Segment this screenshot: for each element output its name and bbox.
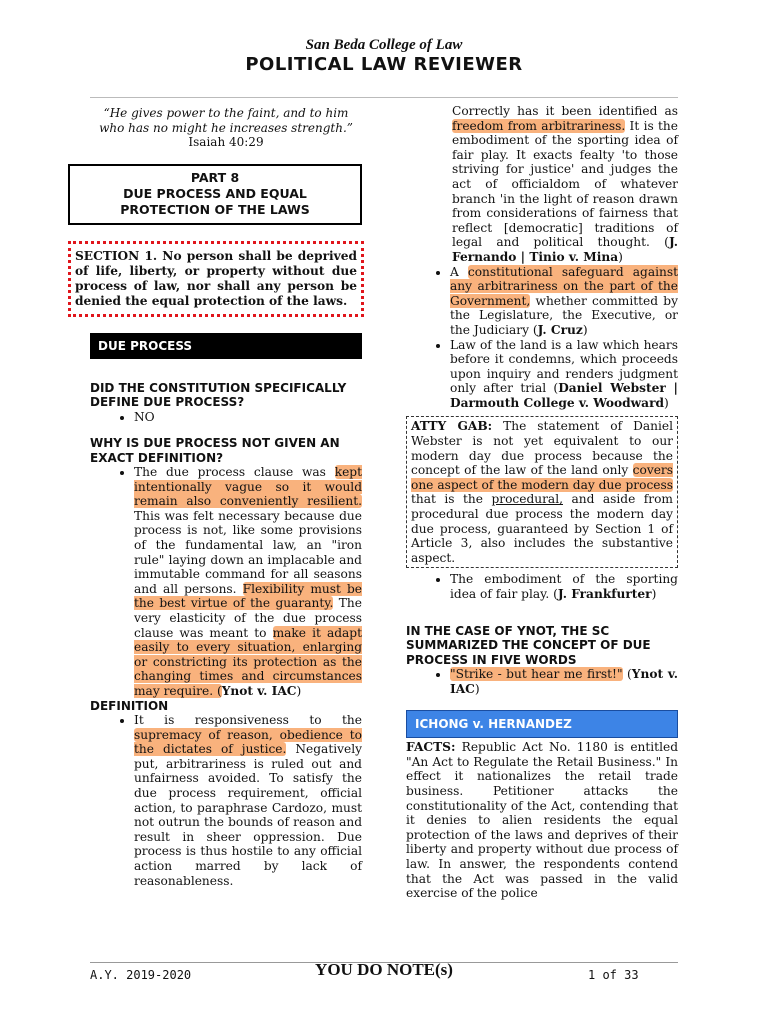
page-number: 1 of 33 — [588, 968, 639, 982]
part-heading-box — [68, 164, 362, 225]
part-title-line-1: DUE PROCESS AND EQUAL — [123, 185, 307, 201]
due-process-bar: DUE PROCESS — [90, 333, 362, 359]
bullet-law-close: ) — [664, 395, 669, 410]
ynot-list — [406, 667, 678, 696]
facts-text: Republic Act No. 1180 is entitled "An Act to Regulate the Retail Business." In effect it nationalizes the retail trade business. Petitioner attacks the constitutionality of the Act, contending that it denies to alien residents the equal protection of the laws and deprives of their liberty and property without due process of law. In answer, the respondents contend that the Act was passed in the valid exercise of the police — [406, 740, 678, 901]
bullet-law-text: Law of the land is a law which hears before it condemns, which proceeds upon inquiry and renders judgment only after trial ( — [450, 337, 678, 396]
citation-frankfurter: J. Frankfurter — [557, 587, 652, 601]
right-column — [406, 104, 678, 901]
atty-text-3: and aside from procedural due process the modern day due process, guaranteed by Section 1 of Article 3, also includes the substantive aspect. — [411, 492, 673, 565]
frankfurter-list — [406, 572, 678, 601]
header-divider — [90, 97, 678, 98]
bullet-safeguard-post: whether committed by the Legislature, the Executive, or the Judiciary ( — [450, 293, 678, 337]
answer-list — [90, 410, 362, 425]
bullet-strike — [450, 667, 678, 696]
bullet-frankfurter — [450, 572, 678, 601]
highlight-supremacy: supremacy of reason, obedience to the dictates of justice. — [134, 727, 362, 757]
fairness-paragraph — [406, 104, 678, 265]
atty-text-1: The statement of Daniel Webster is not yet equivalent to our modern day due process because the concept of the law of the land only — [411, 419, 673, 478]
fairness-close: ) — [618, 249, 623, 264]
why-item — [134, 465, 362, 699]
question-why: WHY IS DUE PROCESS NOT GIVEN AN EXACT DEFINITION? — [90, 436, 340, 465]
highlight-adapt: make it adapt easily to every situation, enlarging or constricting its protection as the changing times and circumstances may require. ( — [134, 625, 362, 698]
definitions-list — [406, 265, 678, 411]
footer-tagline: YOU DO NOTE(s) — [315, 960, 453, 979]
highlight-freedom: freedom from arbitrariness. — [452, 118, 626, 133]
part-number: PART 8 — [190, 169, 240, 185]
quote-source: Isaiah 40:29 — [188, 135, 264, 149]
section-1-box: SECTION 1. No person shall be deprived of life, liberty, or property without due process of law, nor shall any person be denied the equal protection of the laws. — [68, 241, 364, 317]
atty-label: ATTY GAB: — [411, 419, 493, 434]
reviewer-title: POLITICAL LAW REVIEWER — [245, 54, 523, 75]
bullet-law-of-land — [450, 338, 678, 411]
bullet-frankfurter-text: The embodiment of the sporting idea of fair play. ( — [450, 572, 678, 601]
facts-label: FACTS: — [406, 740, 456, 755]
highlight-kept-vague: kept intentionally vague so it would remain also conveniently resilient. — [134, 465, 362, 509]
ynot-open: ( — [622, 667, 632, 682]
question-define: DID THE CONSTITUTION SPECIFICALLY DEFINE DUE PROCESS? — [90, 380, 347, 409]
why-close: ) — [296, 684, 302, 698]
highlight-flexibility: Flexibility must be the best virtue of the guaranty. — [134, 581, 362, 611]
why-text-2: This was felt necessary because due process is not, like some provisions of the fundamental law, an "iron rule" laying down an implacable and immutable command for all seasons and all persons. — [134, 508, 362, 596]
epigraph — [90, 106, 362, 150]
atty-gab-note — [406, 416, 678, 568]
citation-fernando: J. Fernando | Tinio v. Mina — [452, 235, 678, 264]
bullet-safeguard-pre: A — [450, 264, 468, 279]
why-text-1: The due process clause was — [134, 465, 335, 480]
ynot-question: IN THE CASE OF YNOT, THE SC SUMMARIZED THE CONCEPT OF DUE PROCESS IN FIVE WORDS — [406, 623, 651, 667]
fairness-text-2: It is the embodiment of the sporting idea of fair play. It exacts fealty 'to those striving for justice' and judges the act of officialdom of whatever branch 'in the light of reason drawn from considerations of fairness that reflect [democratic] traditions of legal and political thought. ( — [452, 118, 678, 250]
citation-webster: Daniel Webster | Darmouth College v. Woodward — [450, 381, 678, 410]
why-text-3: The very elasticity of the due process clause was meant to — [134, 596, 362, 640]
answer-no: • NO — [134, 410, 362, 425]
citation-ynot-iac: Ynot v. IAC — [450, 667, 678, 696]
definition-text-1: It is responsiveness to the — [134, 713, 362, 728]
quote-line-1: “He gives power to the faint, and to him — [103, 106, 349, 120]
definition-heading: DEFINITION — [90, 698, 169, 713]
definition-list — [90, 713, 362, 888]
definition-text-2: Negatively put, arbitrariness is ruled out and unfairness avoided. To satisfy the due process requirement, official action, to paraphrase Cardozo, must not outrun the bounds of reason and result in sheer oppression. Due process is thus hostile to any official action marred by lack of reasonableness. — [134, 742, 362, 888]
fairness-text-1: Correctly has it been identified as — [452, 104, 678, 118]
highlight-safeguard: constitutional safeguard against any arbitrariness on the part of the Government, — [450, 264, 678, 308]
school-name: San Beda College of Law — [305, 37, 463, 53]
bullet-safeguard-close: ) — [582, 322, 588, 337]
bullet-frankfurter-close: ) — [651, 587, 657, 601]
why-list — [90, 465, 362, 699]
highlight-strike: "Strike - but hear me first!" — [450, 667, 623, 682]
ichong-bar: ICHONG v. HERNANDEZ — [406, 710, 678, 738]
left-column — [75, 106, 362, 888]
atty-procedural: procedural, — [491, 492, 563, 507]
atty-text-2: that is the — [411, 492, 492, 507]
facts-paragraph — [406, 740, 678, 901]
definition-item — [134, 713, 362, 888]
academic-year: A.Y. 2019-2020 — [90, 968, 192, 982]
bullet-safeguard — [450, 265, 678, 338]
ynot-close: ) — [474, 681, 480, 696]
quote-line-2: who has no might he increases strength.” — [99, 120, 353, 135]
highlight-covers-aspect: covers one aspect of the modern day due process — [411, 463, 673, 492]
citation-cruz: J. Cruz — [537, 322, 583, 337]
citation-ynot: Ynot v. IAC — [221, 684, 297, 698]
part-title-line-2: PROTECTION OF THE LAWS — [120, 201, 310, 217]
